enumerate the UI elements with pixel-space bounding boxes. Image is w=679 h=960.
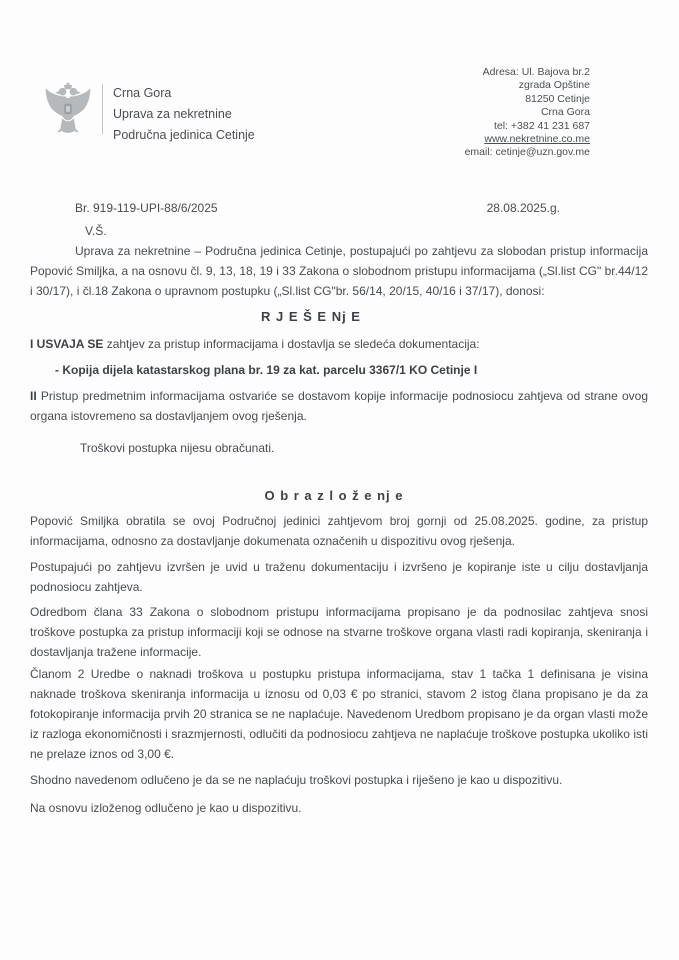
reference-number: Br. 919-119-UPI-88/6/2025 <box>75 201 218 215</box>
montenegro-coat-of-arms-icon <box>43 82 93 138</box>
decision-document-item: - Kopija dijela katastarskog plana br. 19 za kat. parcelu 3367/1 KO Cetinje I <box>55 363 478 377</box>
rationale-paragraph-2: Postupajući po zahtjevu izvršen je uvid u traženu dokumentaciju i izvršeno je kopiranje iste u cilju dostavljanja podnosiocu zahtjeva. <box>30 560 648 594</box>
rationale-paragraph-4: Članom 2 Uredbe o naknadi troškova u postupku pristupa informacijama, stav 1 tačka 1 definisana je visina naknade troškova skeniranja informacija u iznosu od 0,03 € po stranici, stavom 2 istog člana propisano je da za fotokopiranje informacija prvih 20 stranica se ne naplaćuje. Navedenom Uredbom propisano je da organ vlasti može iz razloga ekonomičnosti i srazmjernosti, odlučiti da podnosiocu zahtjeva ne naplaćuje troškove postupka ukoliko isti ne prelaze iznos od 3,00 €. <box>30 667 648 761</box>
intro-paragraph: Uprava za nekretnine – Područna jedinica Cetinje, postupajući po zahtjevu za slobodan pristup informacija Popović Smiljka, a na osnovu čl. 9, 13, 18, 19 i 33 Zakona o slobodnom pristupu informacijama („Sl.list CG" br.44/12 i 30/17), i čl.18 Zakona o upravnom postupku („Sl.list CG"br. 56/14, 20/15, 40/16 i 37/17), donosi: <box>30 244 648 298</box>
decision-point-1-label: I USVAJA SE <box>30 337 104 351</box>
rationale-paragraph-3: Odredbom člana 33 Zakona o slobodnom pristupu informacijama propisano je da podnosilac zahtjeva snosi troškove postupka za pristup informaciji koji se odnose na stvarne troškove organa vlasti radi kopiranja, skeniranja i dostavljanja tražene informacije. <box>30 605 648 659</box>
decision-point-1 <box>30 334 648 354</box>
org-country: Crna Gora <box>113 86 172 100</box>
org-name-block <box>113 82 255 146</box>
address-building: zgrada Opštine <box>518 79 590 92</box>
website-link[interactable]: www.nekretnine.co.me <box>484 133 590 146</box>
reference-row <box>30 198 648 218</box>
address-email: email: cetinje@uzn.gov.me <box>464 146 590 159</box>
decision-point-2-text: Pristup predmetnim informacijama ostvariće se dostavom kopije informacije podnosiocu zahtjeva od strane ovog organa istovremeno sa dostavljanjem ovog rješenja. <box>30 389 648 423</box>
decision-point-1-text: zahtjev za pristup informacijama i dostavlja se sledeća dokumentacija: <box>103 337 480 351</box>
rationale-paragraph-1: Popović Smiljka obratila se ovoj Područnoj jedinici zahtjevom broj gornji od 25.08.2025. godine, za pristup informacijama, odnosno za dostavljanje dokumenata označenih u dispozitivu ovog rješenja. <box>30 514 648 548</box>
rationale-paragraph-5: Shodno navedenom odlučeno je da se ne naplaćuju troškovi postupka i riješeno je kao u dispozitivu. <box>30 773 563 787</box>
costs-note: Troškovi postupka nijesu obračunati. <box>80 441 275 455</box>
address-city: 81250 Cetinje <box>525 92 590 105</box>
decision-title: R J E Š E Nj E <box>261 309 361 324</box>
clerk-initials: V.Š. <box>85 224 107 238</box>
address-country: Crna Gora <box>540 106 590 119</box>
address-phone: tel: +382 41 231 687 <box>493 119 590 132</box>
letterhead <box>43 82 255 146</box>
decision-point-2-label: II <box>30 389 37 403</box>
document-date: 28.08.2025.g. <box>486 201 560 215</box>
decision-point-2 <box>30 386 648 426</box>
rationale-paragraph-6: Na osnovu izloženog odlučeno je kao u dispozitivu. <box>30 801 302 815</box>
address-block <box>465 66 590 160</box>
address-street: Adresa: Ul. Bajova br.2 <box>482 66 590 78</box>
letterhead-divider <box>102 84 103 134</box>
org-unit: Područna jedinica Cetinje <box>113 128 255 142</box>
document-body <box>30 198 648 818</box>
rationale-title: O b r a z l o ž e nj e <box>264 488 404 503</box>
org-agency: Uprava za nekretnine <box>113 107 232 121</box>
